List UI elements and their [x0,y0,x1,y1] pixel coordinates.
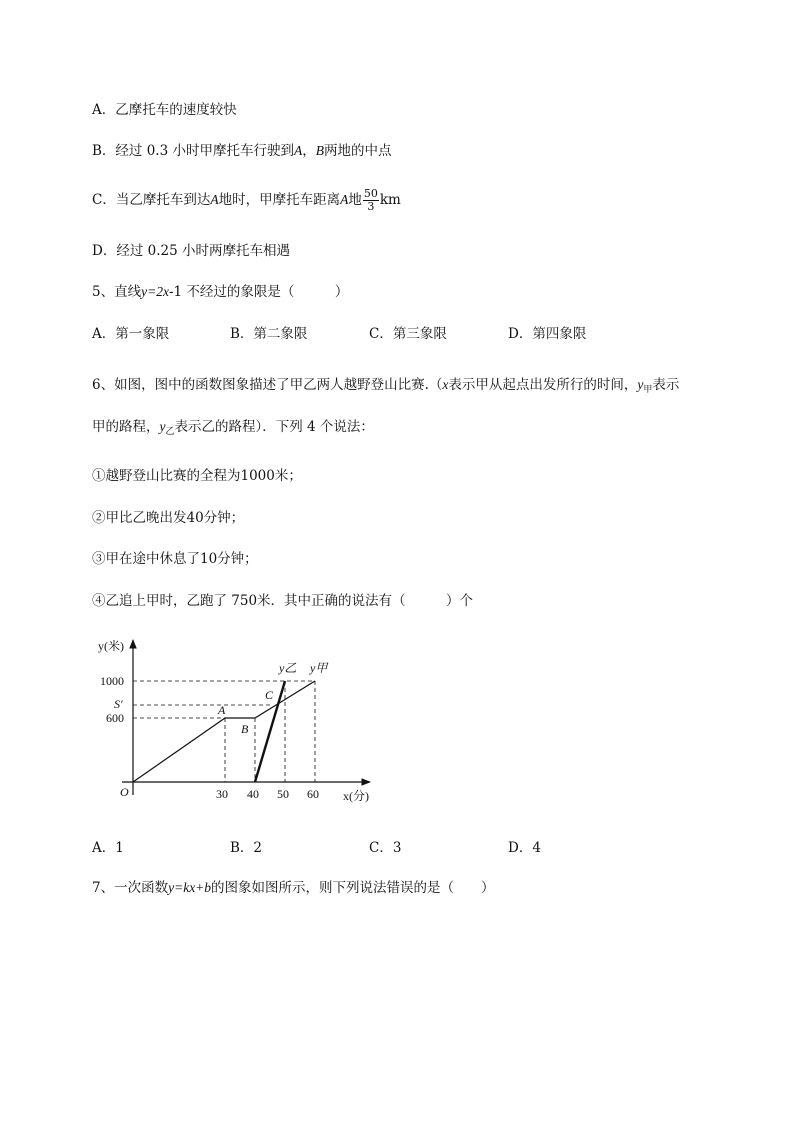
q4-option-c: C．当乙摩托车到达A地时，甲摩托车距离A地 $\frac{50}{3}$ km [92,187,401,213]
x-tick-40: 40 [247,787,259,801]
fraction-50-3: $\frac{50}{3}$ [363,187,378,213]
q5-stem: 5、直线y=2x-1 不经过的象限是（ ） [92,284,349,300]
q6-statement-4: ④乙追上甲时，乙跑了 750米．其中正确的说法有（ ）个 [92,593,474,609]
q6-statement-2: ②甲比乙晚出发40分钟； [92,510,245,526]
q6-stem-line2: 甲的路程，$y_乙$表示乙的路程）．下列 4 个说法： [92,419,374,437]
y-tick-1000: 1000 [100,674,124,688]
series-label-jia: y甲 [310,661,328,675]
q5-choice-d: D．第四象限 [508,326,587,342]
point-a-label: A [218,703,226,717]
series-label-yi: y乙 [279,661,297,675]
q4-option-a: A．乙摩托车的速度较快 [92,102,237,118]
q6-choice-a: A．1 [92,840,124,856]
q6-stem-line1: 6、如图，图中的函数图象描述了甲乙两人越野登山比赛.（x表示甲从起点出发所行的时间，$y_甲$表示 [92,377,680,395]
y-tick-s-prime: S′ [114,697,123,711]
x-axis-label: x(分) [343,789,369,803]
series-jia [133,681,315,782]
q7-stem: 7、一次函数y=kx+b的图象如图所示，则下列说法错误的是（ ） [92,880,495,896]
q5-choice-a: A．第一象限 [92,326,170,342]
x-tick-50: 50 [277,787,289,801]
x-tick-30: 30 [216,787,228,801]
q6-choice-c: C．3 [369,840,402,856]
q6-statement-3: ③甲在途中休息了10分钟； [92,551,258,567]
q6-statement-1: ①越野登山比赛的全程为1000米； [92,468,302,484]
race-graph [92,630,392,815]
q5-choice-c: C．第三象限 [369,326,447,342]
point-c-label: C [265,688,274,702]
point-b-label: B [241,722,249,736]
q6-choice-b: B．2 [230,840,263,856]
y-tick-600: 600 [106,711,124,725]
q4-option-b: B．经过 0.3 小时甲摩托车行驶到A，B两地的中点 [92,143,392,159]
q4-option-d: D．经过 0.25 小时两摩托车相遇 [92,243,290,259]
q5-choice-b: B．第二象限 [230,326,308,342]
x-tick-60: 60 [307,787,319,801]
origin-label: O [120,785,129,799]
q6-choice-d: D．4 [508,840,541,856]
y-axis-label: y(米) [98,639,124,653]
